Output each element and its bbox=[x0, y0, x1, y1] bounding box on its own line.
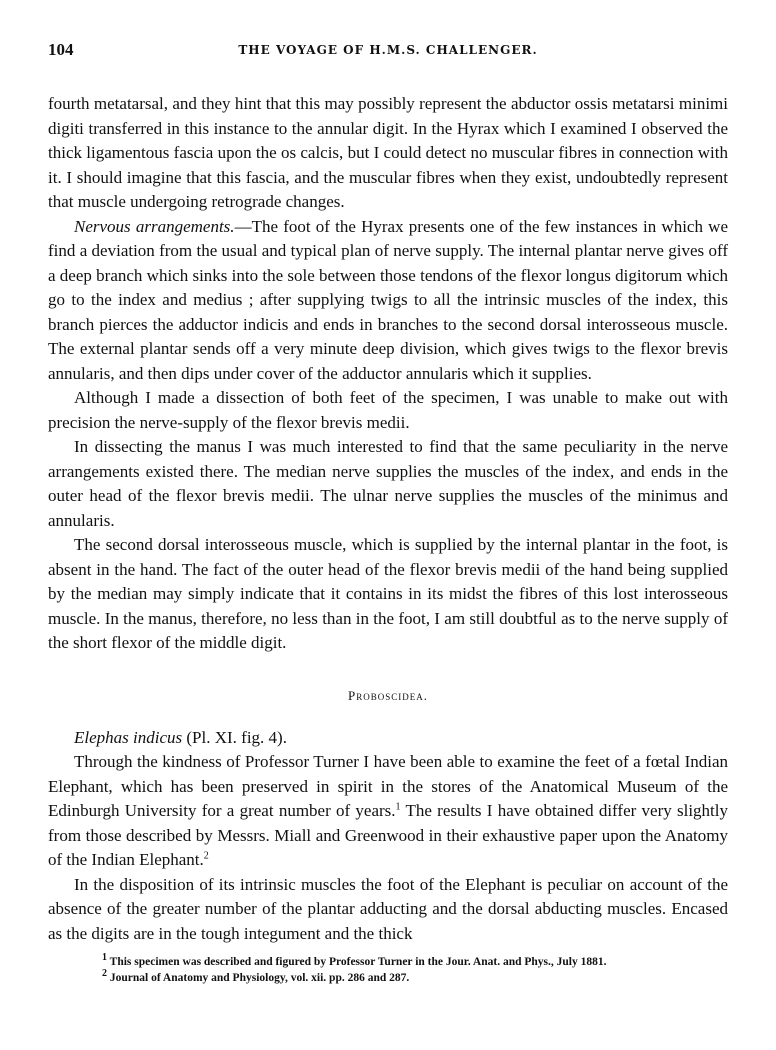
running-title: THE VOYAGE OF H.M.S. CHALLENGER. bbox=[238, 43, 538, 57]
paragraph-text: Through the kindness of Professor Turner I have been able to examine the feet of a fœtal Indian Elephant, which has been preserved in spirit in the stores of the Anatomical Museum of the Edinburgh University for a great number of years. bbox=[48, 752, 728, 820]
body-text-2 bbox=[48, 750, 728, 946]
paragraph bbox=[48, 750, 728, 873]
footnotes bbox=[48, 954, 728, 986]
footnote-mark: 2 bbox=[102, 968, 107, 980]
footnote-ref[interactable]: 2 bbox=[203, 850, 209, 862]
page-number: 104 bbox=[48, 40, 74, 59]
footnote-text: This specimen was described and figured by Professor Turner in the Jour. Anat. and Phys., July 1881. bbox=[107, 956, 607, 968]
page-header bbox=[48, 40, 728, 64]
section-heading: Proboscidea. bbox=[348, 687, 428, 703]
paragraph-text: The results I have obtained differ very slightly from those described by Messrs. Miall and Greenwood in their exhaustive paper upon the Anatomy of the Indian Elephant. bbox=[48, 801, 728, 869]
paragraph: fourth metatarsal, and they hint that this may possibly represent the abductor ossis metatarsi minimi digiti transferred in this instance to the annular digit. In the Hyrax which I examined I observed the thick ligamentous fascia upon the os calcis, but I could detect no muscular fibres in connection with it. I should imagine that this fascia, and the muscular fibres when they exist, undoubtedly represent that muscle undergoing retrograde changes. bbox=[48, 94, 728, 211]
footnote-text: Journal of Anatomy and Physiology, vol. xii. pp. 286 and 287. bbox=[107, 972, 410, 984]
paragraph: In the disposition of its intrinsic muscles the foot of the Elephant is peculiar on account of the absence of the greater number of the plantar adducting and the dorsal abducting muscles. Encased as the digits are in the tough integument and the thick bbox=[48, 874, 728, 943]
footnote-mark: 1 bbox=[102, 952, 107, 964]
body-text bbox=[48, 92, 728, 656]
paragraph: The second dorsal interosseous muscle, which is supplied by the internal plantar in the foot, is absent in the hand. The fact of the outer head of the flexor brevis medii of the hand being supplied by the median may simply indicate that it contains in its midst the fibres of this lost interosseous muscle. In the manus, therefore, no less than in the foot, I am still doubtful as to the nerve supply of the short flexor of the middle digit. bbox=[48, 535, 728, 652]
paragraph: Although I made a dissection of both feet of the specimen, I was unable to make out with precision the nerve-supply of the flexor brevis medii. bbox=[48, 388, 728, 432]
paragraph: In dissecting the manus I was much interested to find that the same peculiarity in the nerve arrangements existed there. The median nerve supplies the muscles of the index, and ends in the outer head of the flexor brevis medii. The ulnar nerve supplies the muscles of the minimus and annularis. bbox=[48, 437, 728, 530]
footnote bbox=[102, 970, 728, 986]
paragraph bbox=[48, 215, 728, 387]
paragraph-lead: Nervous arrangements. bbox=[74, 216, 235, 236]
species-name: Elephas indicus bbox=[74, 727, 183, 747]
species-ref: (Pl. XI. fig. 4). bbox=[182, 727, 287, 747]
document-page bbox=[48, 40, 728, 986]
footnote bbox=[102, 954, 728, 970]
paragraph-text: —The foot of the Hyrax presents one of the few instances in which we find a deviation from the usual and typical plan of nerve supply. The internal plantar nerve gives off a deep branch which sinks into the sole between those tendons of the flexor longus digitorum which go to the index and medius ; after supplying twigs to all the intrinsic muscles of the index, this branch pierces the adductor indicis and ends in branches to the second dorsal interosseous muscle. The external plantar sends off a very minute deep division, which gives twigs to the flexor brevis annularis, and then dips under cover of the adductor annularis which it supplies. bbox=[48, 216, 728, 383]
species-heading bbox=[48, 726, 728, 751]
footnote-ref[interactable]: 1 bbox=[395, 801, 401, 813]
